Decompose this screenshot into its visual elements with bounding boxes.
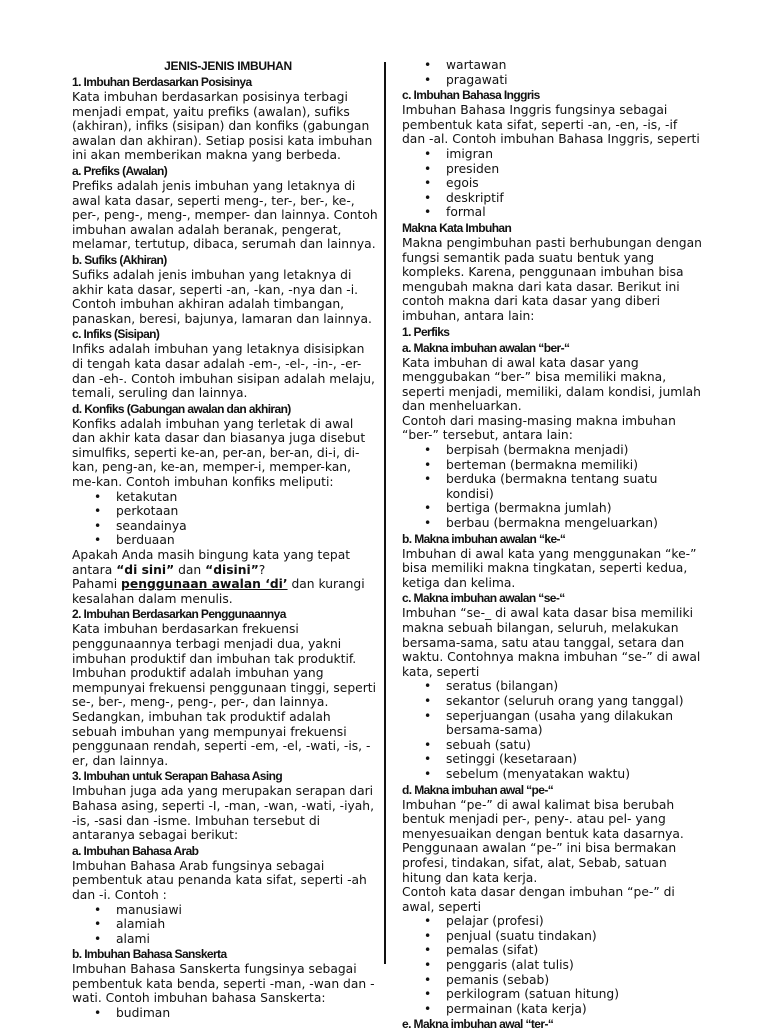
subheading-arab: a. Imbuhan Bahasa Arab [72, 843, 199, 858]
paragraph-makna: Makna pengimbuhan pasti berhubungan dengan fungsi semantik pada suatu bentuk yang kompleks. Karena, penggunaan imbuhan bisa mengubah makna dari kata dasar. Berikut ini contoh makna dari kata dasar yang diberi imbuhan, antara lain: [402, 235, 702, 323]
paragraph-penggunaan-3: Sedangkan, imbuhan tak produktif adalah sebuah imbuhan yang mempunyai frekuensi penggunaan rendah, seperti -em, -el, -wati, -is, -er, dan lainnya. [72, 709, 371, 768]
list-item: • berbau (bermakna mengeluarkan) [446, 516, 702, 531]
list-item: • deskriptif [446, 191, 702, 206]
subheading-makna-ber: a. Makna imbuhan awalan “ber-“ [402, 340, 570, 355]
subheading-sufiks: b. Sufiks (Akhiran) [72, 252, 167, 267]
paragraph-penggunaan-2: Imbuhan produktif adalah imbuhan yang mempunyai frekuensi penggunaan tinggi, seperti se-, ber-, meng-, peng-, per-, dan lainnya. [72, 666, 377, 710]
list-konfiks-examples [72, 490, 378, 548]
section-heading-penggunaan: 2. Imbuhan Berdasarkan Penggunaannya [72, 607, 286, 622]
list-item: • alamiah [116, 917, 378, 932]
list-item: • berduka (bermakna tentang suatu kondisi) [446, 472, 702, 501]
list-item: • budiman [116, 1006, 378, 1021]
list-pe-examples [402, 914, 702, 1016]
right-column [402, 58, 702, 1032]
list-arab-examples [72, 903, 378, 947]
question-text: antara [72, 562, 117, 577]
paragraph-makna-pe-2: Contoh kata dasar dengan imbuhan “pe-” di awal, seperti [402, 885, 675, 914]
list-item: • berduaan [116, 533, 378, 548]
list-sanskerta-examples [72, 1006, 378, 1021]
question-text: dan kurangi kesalahan dalam menulis. [72, 577, 365, 606]
list-item: • penjual (suatu tindakan) [446, 929, 702, 944]
question-line-3 [72, 577, 378, 606]
list-item: • pemanis (sebab) [446, 973, 702, 988]
list-item: • formal [446, 205, 702, 220]
list-se-examples [402, 679, 702, 781]
paragraph-prefiks: Prefiks adalah jenis imbuhan yang letaknya di awal kata dasar, seperti meng-, ter-, ber-, ke-, per-, peng-, meng-, memper- dan lainnya. Contoh imbuhan awalan adalah beranak, pengerat, melamar, tertutup, dibaca, serumah dan lainnya. [72, 178, 378, 252]
question-text: dan [174, 562, 206, 577]
paragraph-makna-ber-2: Contoh dari masing-masing makna imbuhan “ber-” tersebut, antara lain: [402, 413, 676, 443]
subheading-konfiks: d. Konfiks (Gabungan awalan dan akhiran) [72, 401, 291, 416]
paragraph-posisi-intro: Kata imbuhan berdasarkan posisinya terbagi menjadi empat, yaitu prefiks (awalan), sufiks (akhiran), infiks (sisipan) dan konfiks (gabungan awalan dan akhiran). Setiap posisi kata imbuhan ini akan memberikan makna yang berbeda. [72, 90, 373, 163]
list-item: • pelajar (profesi) [446, 914, 702, 929]
question-text: Pahami [72, 577, 122, 592]
paragraph-makna-ber-1: Kata imbuhan di awal kata dasar yang menggubakan “ber-” bisa memiliki makna, seperti menjadi, memiliki, dalam kondisi, jumlah dan menheluarkan. [402, 355, 701, 414]
paragraph-penggunaan-1: Kata imbuhan berdasarkan frekuensi penggunaannya terbagi menjadi dua, yakni imbuhan produktif dan imbuhan tak produktif. [72, 622, 357, 666]
list-item: • alami [116, 932, 378, 947]
term-di-sini: “di sini” [116, 562, 175, 577]
document-title: JENIS-JENIS IMBUHAN [164, 59, 292, 73]
subheading-inggris: c. Imbuhan Bahasa Inggris [402, 88, 540, 103]
list-item: • sekantor (seluruh orang yang tanggal) [446, 694, 702, 709]
paragraph-arab: Imbuhan Bahasa Arab fungsinya sebagai pembentuk atau penanda kata sifat, seperti -ah dan -i. Contoh : [72, 858, 367, 902]
subheading-makna-ke: b. Makna imbuhan awalan “ke-“ [402, 531, 566, 546]
list-item: • manusiawi [116, 903, 378, 918]
subheading-prefiks: a. Prefiks (Awalan) [72, 163, 168, 178]
list-item: • seratus (bilangan) [446, 679, 702, 694]
subheading-sanskerta: b. Imbuhan Bahasa Sanskerta [72, 947, 227, 962]
paragraph-sanskerta: Imbuhan Bahasa Sanskerta fungsinya sebagai pembentuk kata benda, seperti -man, -wan dan -wati. Contoh imbuhan bahasa Sanskerta: [72, 962, 375, 1006]
list-item: • permainan (kata kerja) [446, 1002, 702, 1017]
paragraph-sufiks: Sufiks adalah jenis imbuhan yang letaknya di akhir kata dasar, seperti -an, -kan, -nya dan -i. Contoh imbuhan akhiran adalah timbangan, panaskan, beresi, bajunya, lamaran dan lainnya. [72, 267, 372, 326]
list-item: • imigran [446, 147, 702, 162]
question-line-1: Apakah Anda masih bingung kata yang tepat [72, 548, 351, 563]
paragraph-inggris: Imbuhan Bahasa Inggris fungsinya sebagai pembentuk kata sifat, seperti -an, -en, -is, -if dan -al. Contoh imbuhan Bahasa Inggris, seperti [402, 103, 700, 147]
subheading-makna-ter: e. Makna imbuhan awal “ter-“ [402, 1017, 554, 1032]
left-column [72, 58, 378, 1021]
list-item: • egois [446, 176, 702, 191]
paragraph-makna-pe-1: Imbuhan “pe-” di awal kalimat bisa berubah bentuk menjadi per-, peny-. atau pel- yang menyesuaikan dengan bentuk kata dasarnya. Penggunaan awalan “pe-” ini bisa bermakan profesi, tindakan, sifat, alat, Sebab, satuan hitung dan kata kerja. [402, 797, 684, 885]
list-item: • perkotaan [116, 504, 378, 519]
list-item: • ketakutan [116, 490, 378, 505]
column-divider [384, 62, 386, 964]
list-item: • perkilogram (satuan hitung) [446, 987, 702, 1002]
list-item: • presiden [446, 162, 702, 177]
list-inggris-examples [402, 147, 702, 220]
list-item: • sebelum (menyatakan waktu) [446, 767, 702, 782]
list-item: • penggaris (alat tulis) [446, 958, 702, 973]
section-heading-serapan: 3. Imbuhan untuk Serapan Bahasa Asing [72, 769, 283, 784]
subheading-perfiks: 1. Perfiks [402, 324, 450, 339]
subheading-infiks: c. Infiks (Sisipan) [72, 327, 160, 342]
list-item: • sebuah (satu) [446, 738, 702, 753]
question-mark: ? [258, 562, 266, 577]
list-ber-examples [402, 443, 702, 531]
list-item: • seperjuangan (usaha yang dilakukan bersama-sama) [446, 709, 702, 738]
list-item: • seandainya [116, 519, 378, 534]
list-item: • berpisah (bermakna menjadi) [446, 443, 702, 458]
paragraph-infiks: Infiks adalah imbuhan yang letaknya disisipkan di tengah kata dasar adalah -em-, -el-, -in-, -er- dan -eh-. Contoh imbuhan sisipan adalah melaju, temali, seruling dan lainnya. [72, 342, 375, 401]
list-item: • berteman (bermakna memiliki) [446, 458, 702, 473]
list-item: • bertiga (bermakna jumlah) [446, 501, 702, 516]
list-item: • wartawan [446, 58, 702, 73]
section-heading-posisi: 1. Imbuhan Berdasarkan Posisinya [72, 75, 252, 89]
section-heading-makna: Makna Kata Imbuhan [402, 220, 512, 235]
list-item: • pragawati [446, 73, 702, 88]
subheading-makna-pe: d. Makna imbuhan awal “pe-“ [402, 782, 554, 797]
list-item: • pemalas (sifat) [446, 943, 702, 958]
paragraph-makna-se: Imbuhan “se-_ di awal kata dasar bisa memiliki makna sebuah bilangan, seluruh, melakukan bersama-sama, satu atau tanggal, setara dan waktu. Contohnya makna imbuhan “se-” di awal kata, seperti [402, 606, 701, 679]
subheading-makna-se: c. Makna imbuhan awalan “se-“ [402, 591, 565, 606]
list-item: • setinggi (kesetaraan) [446, 752, 702, 767]
link-penggunaan-awalan-di[interactable]: penggunaan awalan ‘di’ [121, 577, 288, 592]
list-sanskerta-examples-cont [402, 58, 702, 87]
question-line-2 [72, 563, 378, 578]
term-disini: “disini” [205, 562, 259, 577]
paragraph-konfiks: Konfiks adalah imbuhan yang terletak di awal dan akhir kata dasar dan biasanya juga disebut simulfiks, seperti ke-an, per-an, ber-an, di-i, di-kan, peng-an, ke-an, memper-i, memper-kan, me-kan. Contoh imbuhan konfiks meliputi: [72, 416, 366, 490]
paragraph-makna-ke: Imbuhan di awal kata yang menggunakan “ke-” bisa memiliki makna tingkatan, seperti kedua, ketiga dan kelima. [402, 546, 697, 590]
paragraph-serapan: Imbuhan juga ada yang merupakan serapan dari Bahasa asing, seperti -I, -man, -wan, -wati, -iyah, -is, -sasi dan -isme. Imbuhan tersebut di antaranya sebagai berikut: [72, 784, 375, 843]
